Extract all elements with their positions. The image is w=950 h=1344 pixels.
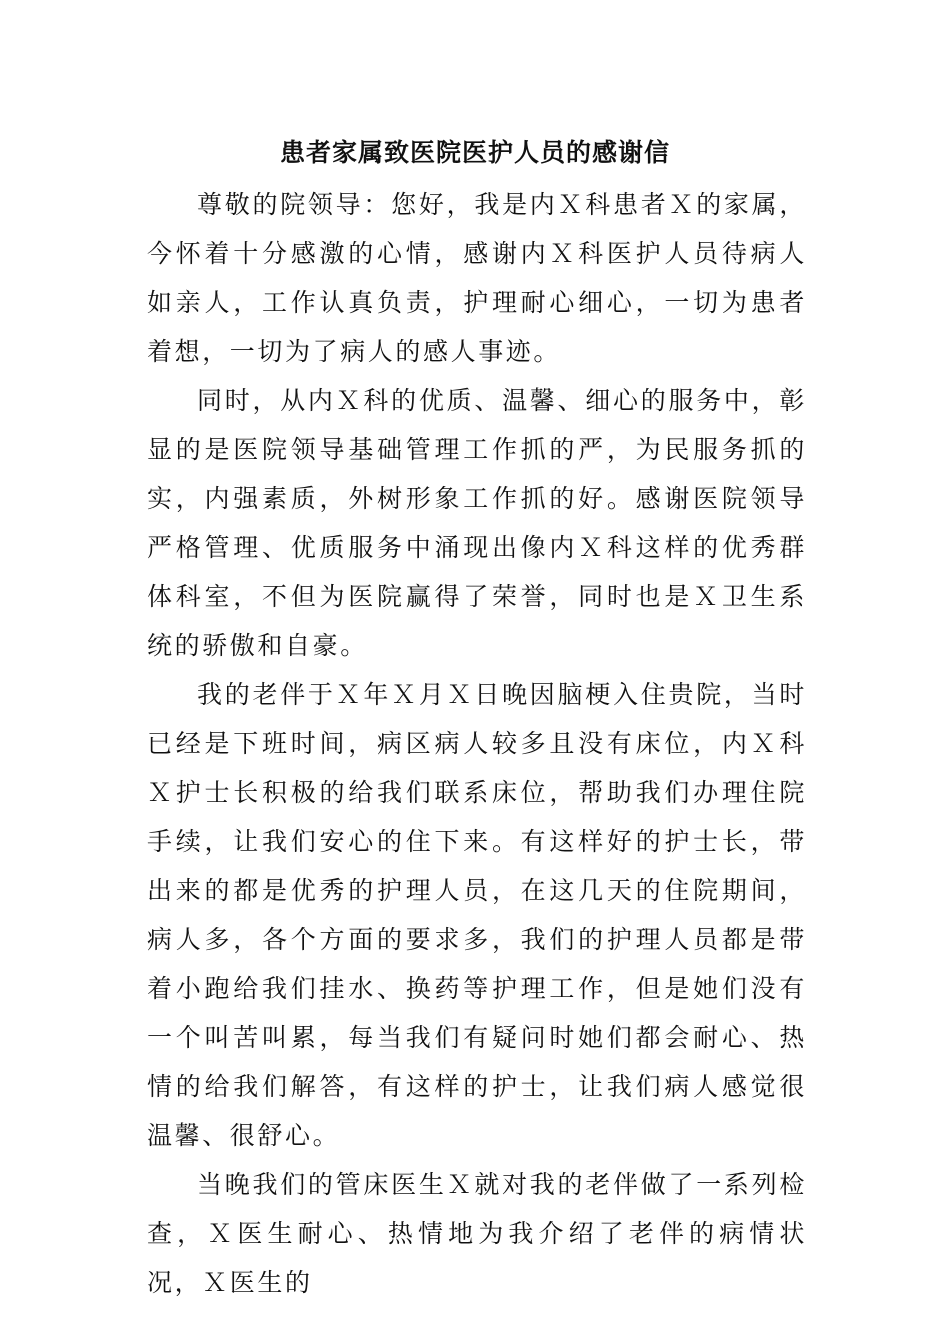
paragraph-greeting: 尊敬的院领导：您好，我是内Ｘ科患者Ｘ的家属，今怀着十分感激的心情，感谢内Ｘ科医护人员待病人如亲人，工作认真负责，护理耐心细心，一切为患者着想，一切为了病人的感人事迹。 (147, 190, 807, 366)
paragraph-praise-leadership: 同时，从内Ｘ科的优质、温馨、细心的服务中，彰显的是医院领导基础管理工作抓的严，为民服务抓的实，内强素质，外树形象工作抓的好。感谢医院领导严格管理、优质服务中涌现出像内Ｘ科这样的优秀群体科室，不但为医院赢得了荣誉，同时也是Ｘ卫生系统的骄傲和自豪。 (147, 386, 807, 660)
paragraph-doctor-care: 当晚我们的管床医生Ｘ就对我的老伴做了一系列检查，Ｘ医生耐心、热情地为我介绍了老伴的病情状况，Ｘ医生的 (147, 1170, 807, 1297)
paragraph-nursing-care: 我的老伴于Ｘ年Ｘ月Ｘ日晚因脑梗入住贵院，当时已经是下班时间，病区病人较多且没有床位，内Ｘ科Ｘ护士长积极的给我们联系床位，帮助我们办理住院手续，让我们安心的住下来。有这样好的护士长，带出来的都是优秀的护理人员，在这几天的住院期间，病人多，各个方面的要求多，我们的护理人员都是带着小跑给我们挂水、换药等护理工作，但是她们没有一个叫苦叫累，每当我们有疑问时她们都会耐心、热情的给我们解答，有这样的护士，让我们病人感觉很温馨、很舒心。 (147, 680, 807, 1150)
letter-body (147, 180, 807, 1307)
letter-title: 患者家属致医院医护人员的感谢信 (279, 138, 670, 167)
